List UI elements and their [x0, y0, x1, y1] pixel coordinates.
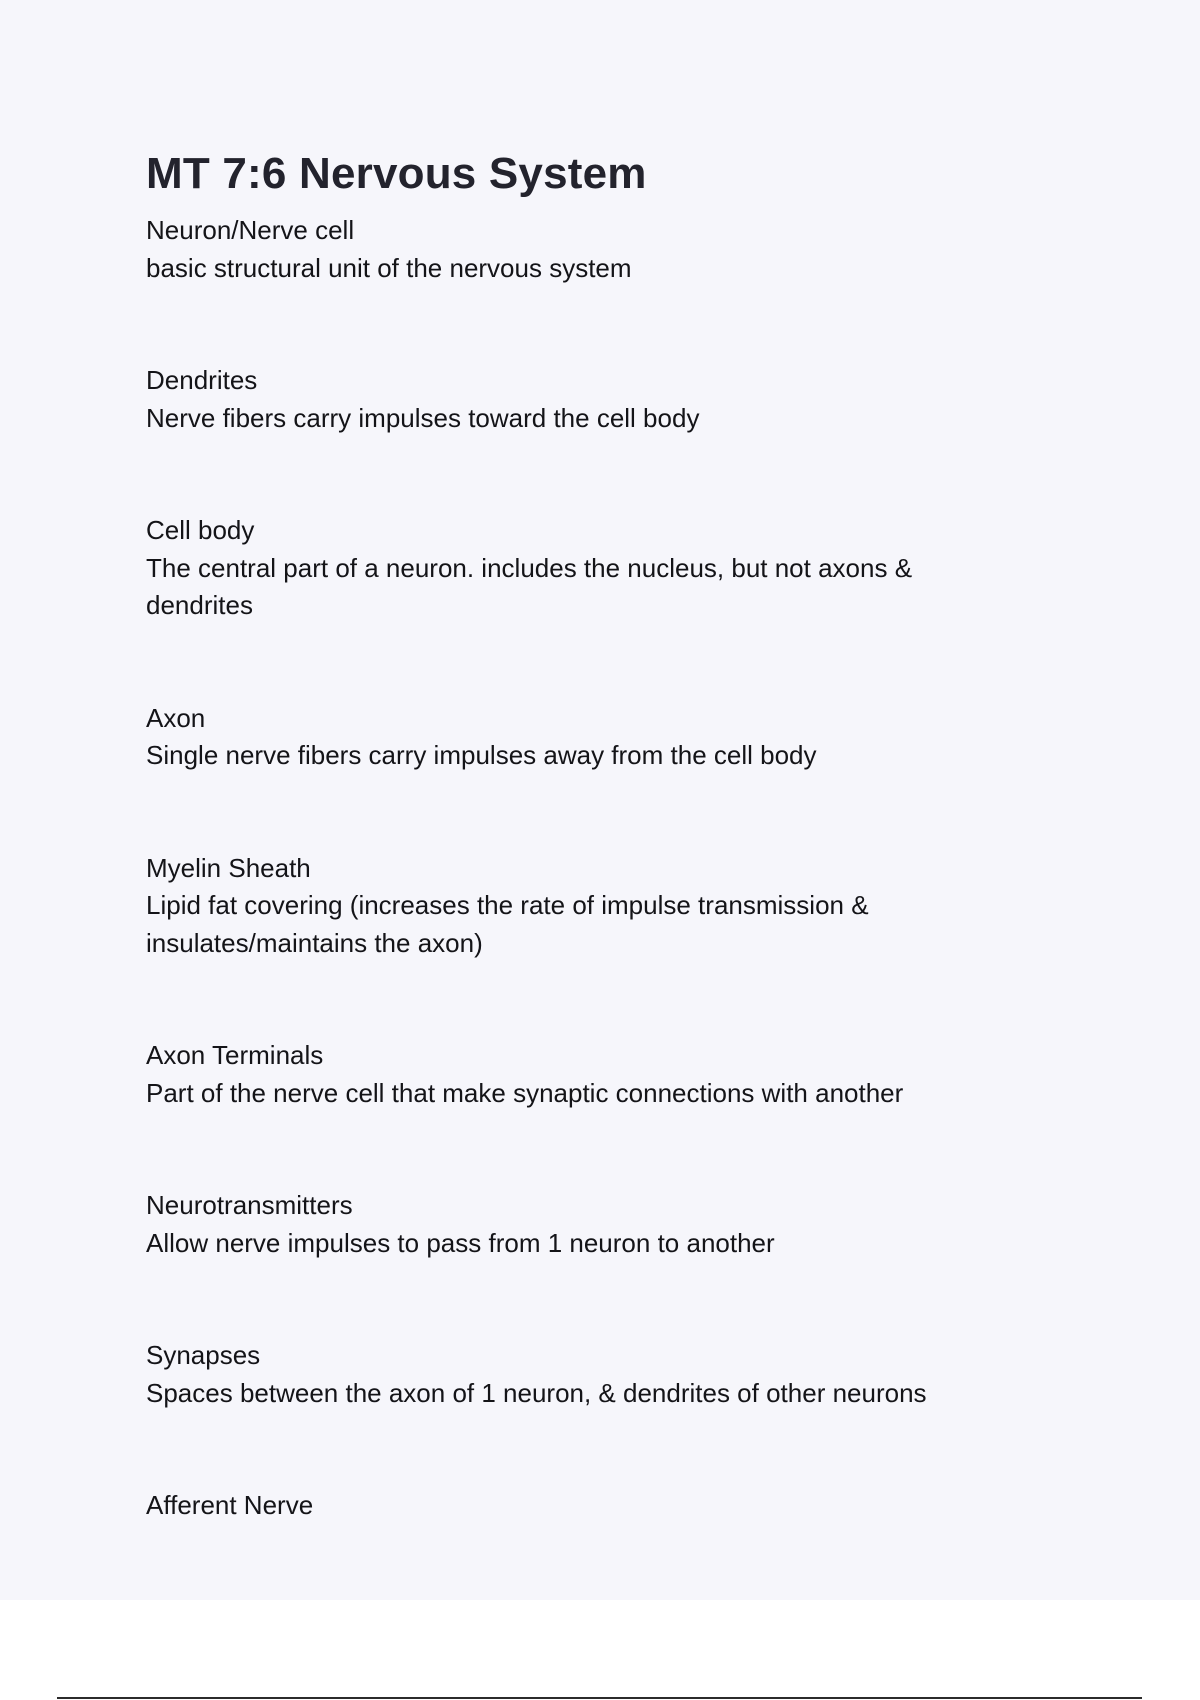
term-definition: Spaces between the axon of 1 neuron, & dendrites of other neurons	[146, 1377, 927, 1408]
term-label: Neurotransmitters	[146, 1190, 353, 1220]
term-label: Afferent Nerve	[146, 1490, 314, 1520]
term-entry	[146, 512, 1046, 625]
term-label: Neuron/Nerve cell	[146, 215, 355, 245]
term-label: Axon Terminals	[146, 1040, 324, 1070]
term-definition: Lipid fat covering (increases the rate of impulse transmission & insulates/maintains the axon)	[146, 890, 869, 958]
term-label: Axon	[146, 702, 206, 733]
term-definition: The central part of a neuron. includes the nucleus, but not axons & dendrites	[146, 552, 913, 620]
term-list	[146, 212, 1046, 1525]
term-entry	[146, 1487, 1046, 1525]
term-label: Synapses	[146, 1340, 261, 1370]
term-entry	[146, 1187, 1046, 1262]
term-entry	[146, 1037, 1046, 1112]
term-definition: Allow nerve impulses to pass from 1 neuron to another	[146, 1227, 775, 1258]
term-definition: basic structural unit of the nervous system	[146, 252, 632, 283]
page-title: MT 7:6 Nervous System	[146, 149, 647, 198]
term-entry	[146, 212, 1046, 287]
term-definition: Single nerve fibers carry impulses away from the cell body	[146, 740, 817, 770]
term-entry	[146, 850, 1046, 963]
document-content	[146, 148, 1046, 1600]
term-definition: Part of the nerve cell that make synaptic connections with another	[146, 1077, 904, 1108]
term-entry	[146, 700, 1046, 775]
term-definition: Nerve fibers carry impulses toward the cell body	[146, 402, 700, 433]
term-entry	[146, 362, 1046, 437]
term-label: Cell body	[146, 515, 255, 545]
term-label: Dendrites	[146, 365, 258, 395]
term-label: Myelin Sheath	[146, 852, 311, 883]
footer-divider	[57, 1697, 1142, 1699]
term-entry	[146, 1337, 1046, 1412]
